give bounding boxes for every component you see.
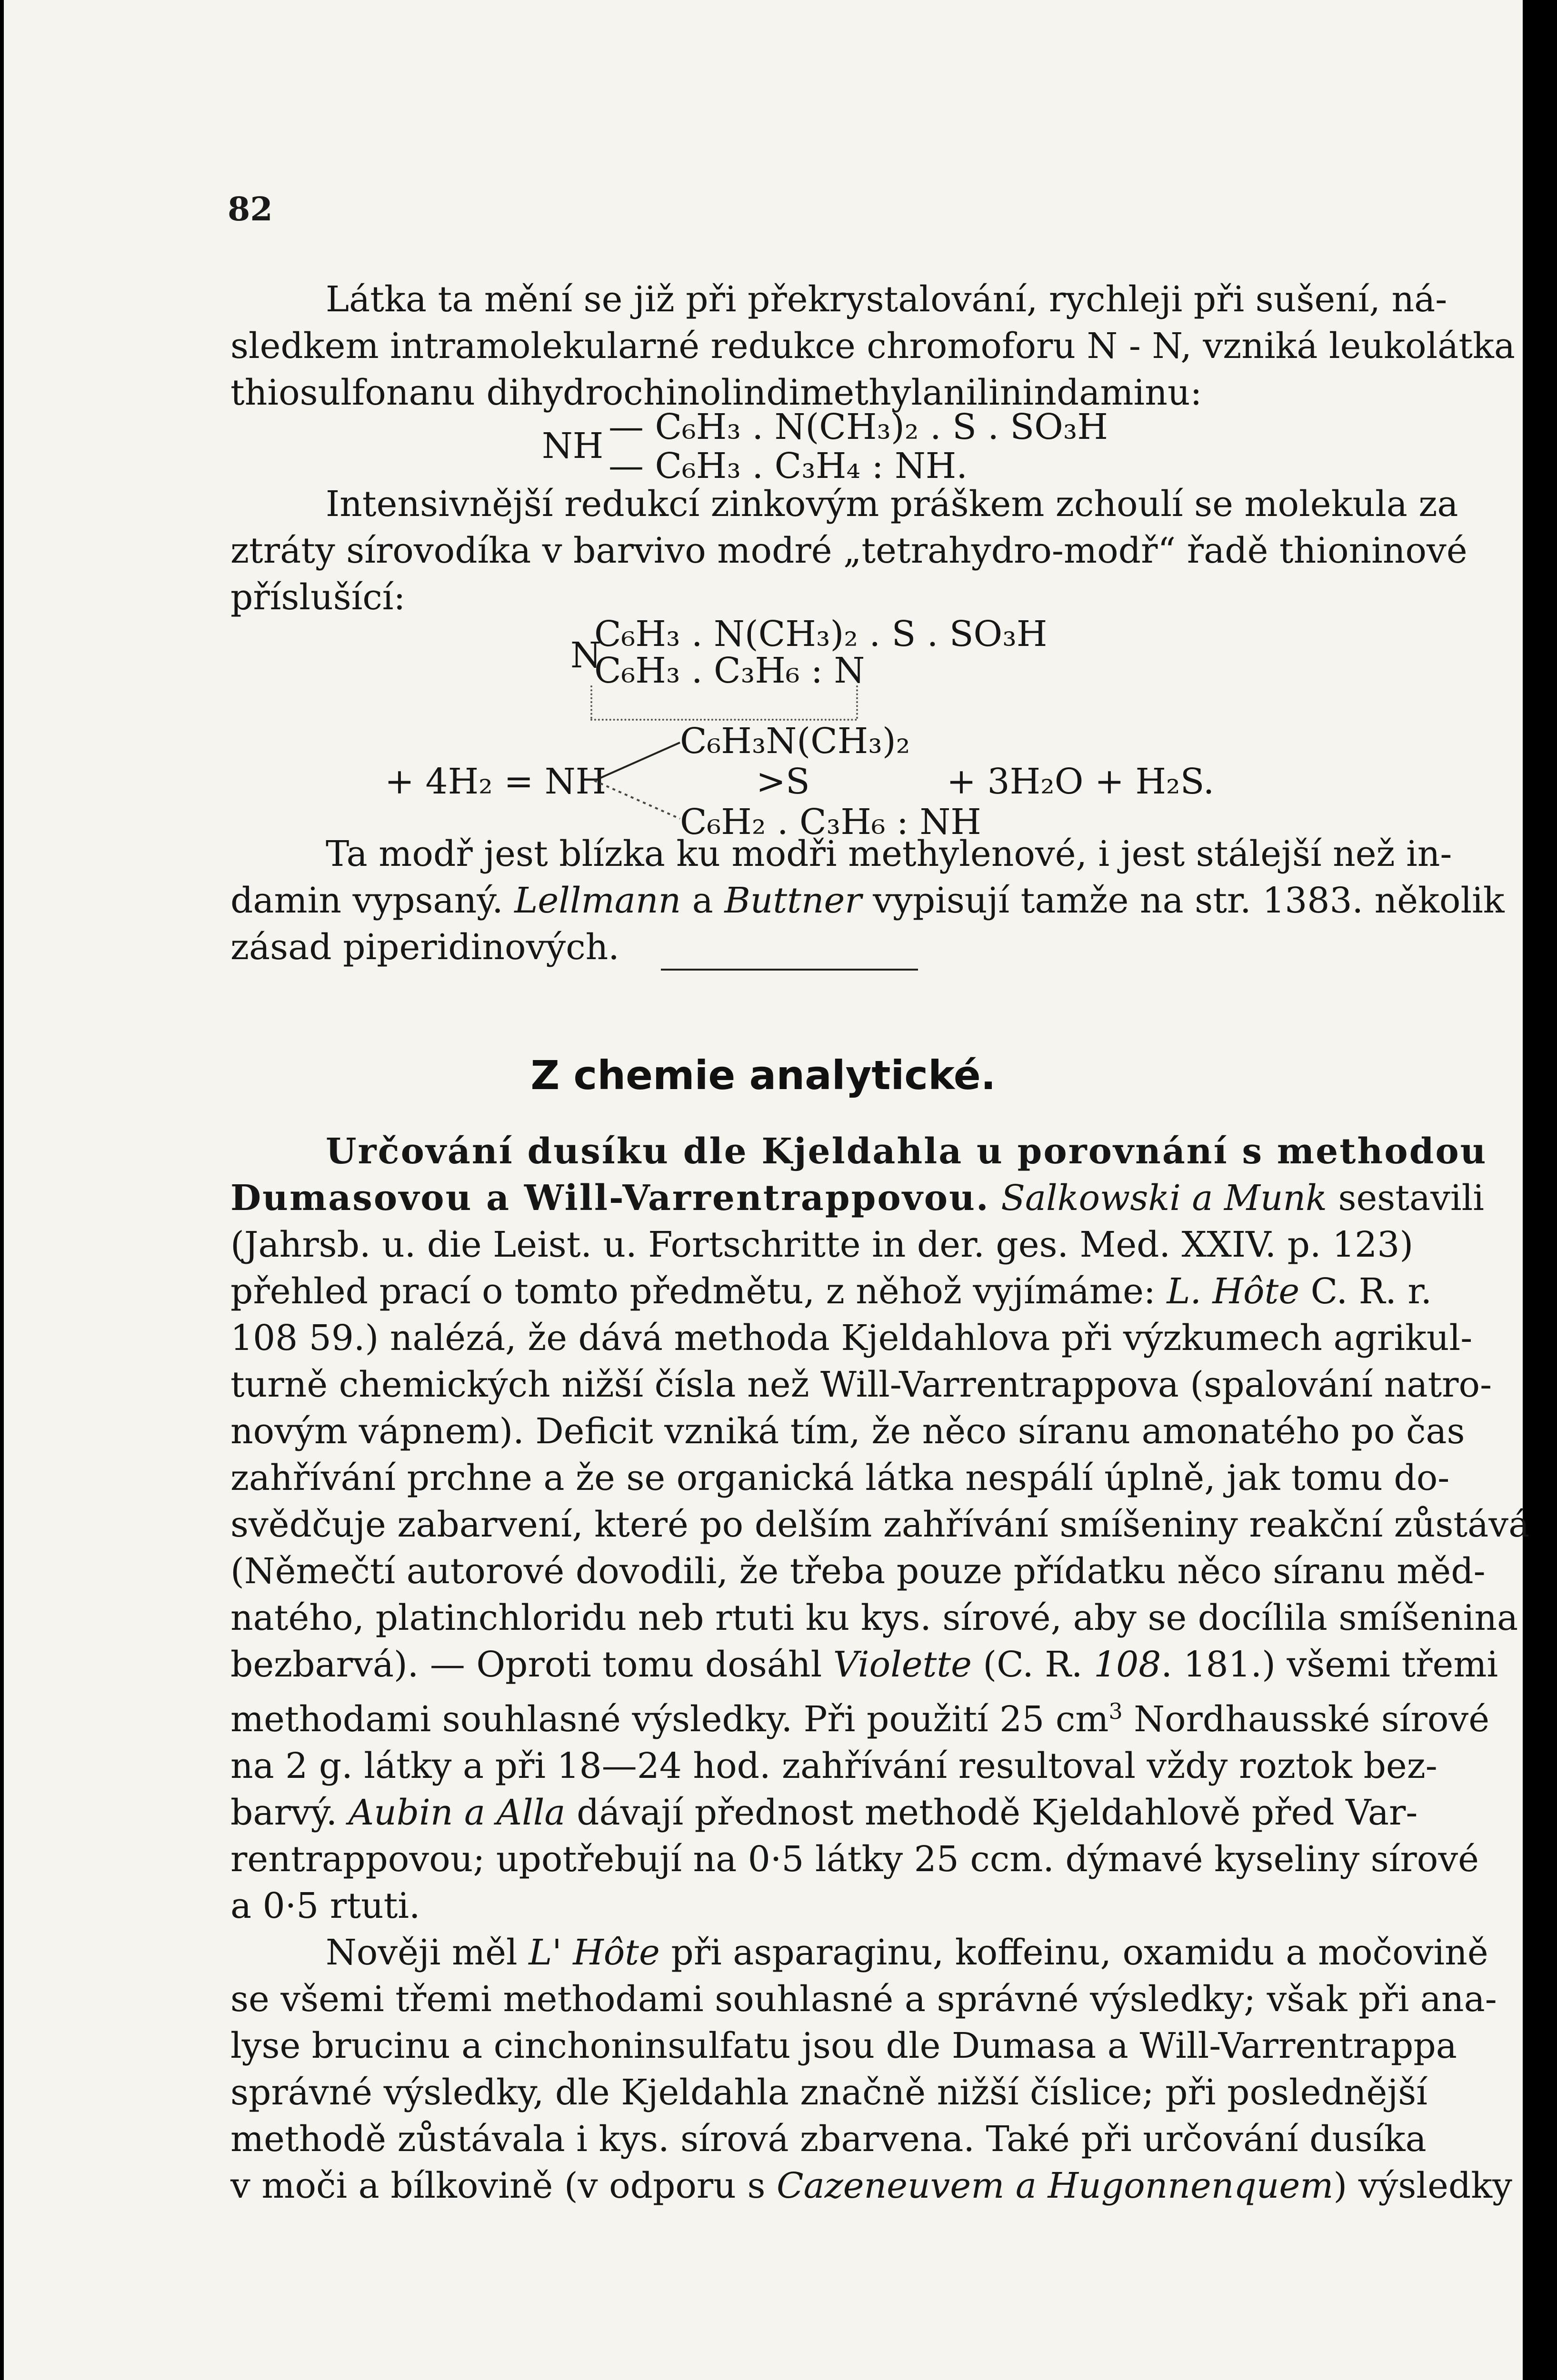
text-line: natého, platinchloridu neb rtuti ku kys. sírové, aby se docílila smíšenina: [230, 1597, 1518, 1638]
text-line: (Němečtí autorové dovodili, že třeba pouze přídatku něco síranu měd-: [230, 1551, 1486, 1592]
section-title: Z chemie analytické.: [530, 1052, 996, 1099]
paper-sheet: [4, 0, 1530, 2380]
text-line: 108 59.) nalézá, že dává methoda Kjeldahlova při výzkumech agrikul-: [230, 1318, 1473, 1359]
author-name: Buttner: [724, 880, 862, 921]
text-line: na 2 g. látky a při 18—24 hod. zahřívání resultoval vždy roztok bez-: [230, 1745, 1437, 1786]
author-name: Aubin a Alla: [348, 1792, 566, 1833]
text-line: se všemi třemi methodami souhlasné a správné výsledky; však při ana-: [230, 1979, 1497, 2020]
page-number: 82: [228, 190, 273, 228]
text-line: svědčuje zabarvení, které po delším zahřívání smíšeniny reakční zůstává: [230, 1504, 1530, 1545]
text-run: C. R. r.: [1299, 1271, 1432, 1312]
text-line: [230, 1789, 1418, 1836]
text-line: a 0·5 rtuti.: [230, 1885, 420, 1926]
text-line: methodě zůstávala i kys. sírová zbarvena. Také při určování dusíka: [230, 2119, 1427, 2160]
text-run: sestavili: [1327, 1178, 1484, 1219]
text-run: barvý.: [230, 1792, 349, 1833]
formula-nh-label: NH: [542, 426, 604, 466]
text-line: novým vápnem). Deficit vzniká tím, že něco síranu amonatého po čas: [230, 1411, 1465, 1452]
formula-3-bottom: C₆H₂ . C₃H₆ : NH: [680, 802, 981, 843]
text-line: ztráty sírovodíka v barvivo modré „tetrahydro-modř“ řadě thioninové: [230, 530, 1467, 571]
formula-3-top: C₆H₃N(CH₃)₂: [680, 721, 910, 762]
text-line: Látka ta mění se již při překrystalování, rychleji při sušení, ná-: [326, 279, 1447, 320]
text-line: zahřívání prchne a že se organická látka nespálí úplně, jak tomu do-: [230, 1458, 1450, 1498]
author-name: L. Hôte: [1167, 1271, 1300, 1312]
text-line: [230, 1688, 1489, 1743]
text-run: . 181.) všemi třemi: [1161, 1644, 1498, 1685]
text-line: [230, 1268, 1432, 1315]
text-line: sledkem intramolekularné redukce chromoforu N - N, vzniká leukolátka: [230, 326, 1516, 367]
text-run: přehled prací o tomto předmětu, z něhož vyjímáme:: [230, 1271, 1167, 1312]
text-run: ) výsledky: [1333, 2165, 1512, 2206]
formula-1-line-1: — C₆H₃ . N(CH₃)₂ . S . SO₃H: [609, 407, 1108, 447]
article-title-cont: Dumasovou a Will-Varrentrappovou.: [230, 1178, 990, 1219]
text-line: [230, 1175, 1484, 1221]
paragraph-3: [230, 831, 1505, 971]
text-line: Ta modř jest blízka ku modři methylenové, i jest stálejší než in-: [326, 833, 1452, 874]
dotted-bracket-right: [856, 685, 858, 719]
text-run: (C. R.: [971, 1644, 1094, 1685]
text-line: zásad piperidinových.: [230, 927, 619, 968]
formula-1-line-2: — C₆H₃ . C₃H₄ : NH.: [609, 446, 968, 486]
text-line: [230, 1929, 1488, 1976]
superscript: 3: [1108, 1698, 1123, 1724]
text-line: (Jahrsb. u. die Leist. u. Fortschritte in der. ges. Med. XXIV. p. 123): [230, 1224, 1414, 1265]
article-body: [230, 1128, 1530, 2209]
volume-number: 108: [1094, 1644, 1161, 1685]
text-run: damin vypsaný.: [230, 880, 515, 921]
text-line: thiosulfonanu dihydrochinolindimethylanilinindaminu:: [230, 372, 1202, 413]
text-run: při asparaginu, koffeinu, oxamidu a močovině: [659, 1932, 1488, 1973]
text-line: turně chemických nižší čísla než Will-Varrentrappova (spalování natro-: [230, 1364, 1492, 1405]
section-divider: [661, 969, 918, 971]
text-line: [230, 877, 1505, 924]
bond-lines: [585, 733, 689, 828]
text-run: Nordhausské sírové: [1122, 1699, 1489, 1740]
formula-3-mid: >S: [756, 761, 810, 802]
text-run: Nověji měl: [326, 1932, 529, 1973]
paragraph-1: [230, 276, 1516, 416]
text-run: v moči a bílkovině (v odporu s: [230, 2165, 777, 2206]
text-line: rentrappovou; upotřebují na 0·5 látky 25 ccm. dýmavé kyseliny sírové: [230, 1839, 1479, 1880]
text-run: a: [681, 880, 725, 921]
author-name: L' Hôte: [529, 1932, 660, 1973]
author-name: Cazeneuvem a Hugonnenquem: [776, 2165, 1334, 2206]
formula-2-line-1: C₆H₃ . N(CH₃)₂ . S . SO₃H: [594, 614, 1048, 654]
paragraph-2: [230, 481, 1467, 621]
dotted-bracket-left: [590, 685, 592, 719]
text-line: Intensivnější redukcí zinkovým práškem zchoulí se molekula za: [326, 484, 1458, 525]
formula-n-label: N: [570, 635, 601, 676]
formula-3-left: + 4H₂ = NH: [385, 761, 607, 802]
text-line: [230, 2162, 1512, 2209]
text-line: příslušící:: [230, 577, 406, 618]
text-line: [230, 1641, 1498, 1688]
text-run: dávají přednost methodě Kjeldahlově před Var-: [565, 1792, 1418, 1833]
formula-3-right: + 3H₂O + H₂S.: [947, 761, 1215, 802]
formula-2-line-2: C₆H₃ . C₃H₆ : N: [594, 650, 865, 691]
author-name: Violette: [833, 1644, 972, 1685]
text-line: lyse brucinu a cinchoninsulfatu jsou dle Dumasa a Will-Varrentrappa: [230, 2025, 1457, 2066]
text-run: methodami souhlasné výsledky. Při použití 25 cm: [230, 1699, 1109, 1740]
text-run: vypisují tamže na str. 1383. několik: [861, 880, 1505, 921]
text-run: bezbarvá). — Oproti tomu dosáhl: [230, 1644, 833, 1685]
text-line: správné výsledky, dle Kjeldahla značně nižší číslice; při poslednější: [230, 2072, 1427, 2113]
author-name: Lellmann: [514, 880, 681, 921]
author-name: Salkowski a Munk: [1001, 1178, 1327, 1219]
article-title: Určování dusíku dle Kjeldahla u porovnání s methodou: [326, 1131, 1487, 1172]
